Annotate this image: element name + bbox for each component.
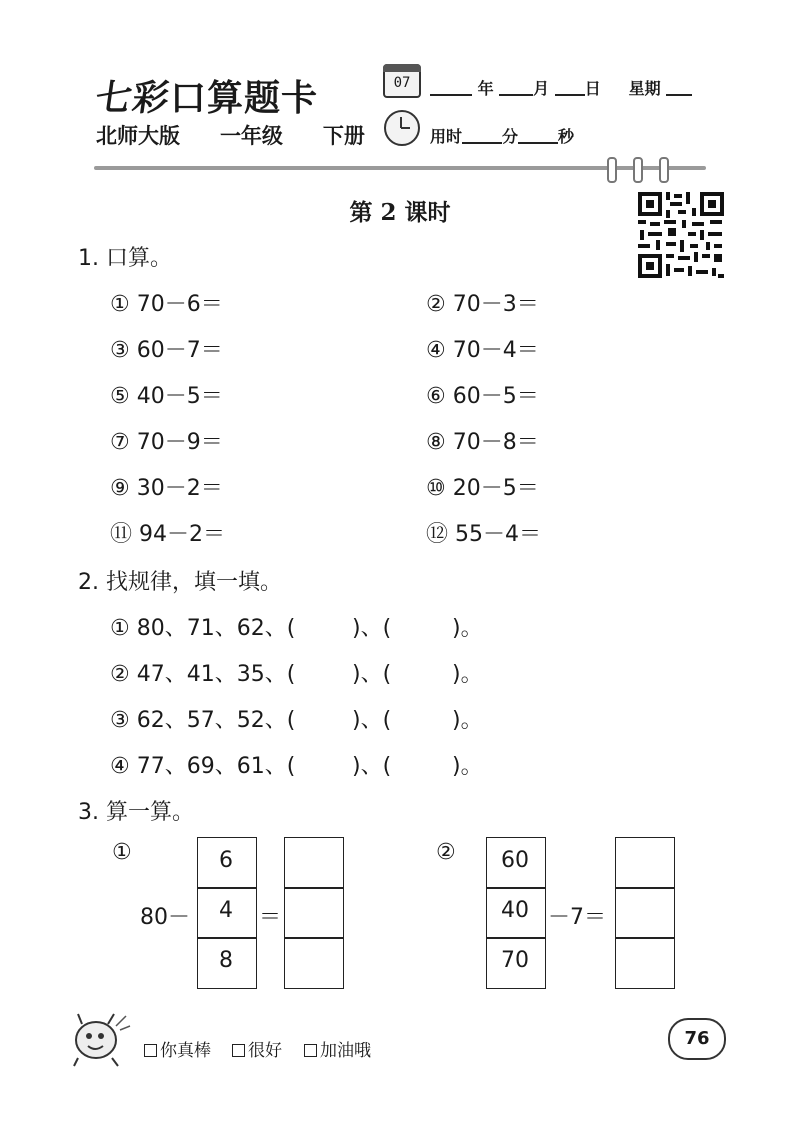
seconds-label: 秒 [558, 127, 575, 146]
weekday-blank[interactable] [666, 94, 692, 96]
qr-code[interactable] [636, 190, 726, 280]
item-number: ② [110, 662, 130, 687]
calc1-equals: ＝ [259, 905, 282, 930]
pattern-seq: 80、71、62、( [136, 616, 296, 641]
problem-1: ① 70－6＝ [110, 292, 223, 317]
problem-10: ⑩ 20－5＝ [426, 476, 539, 501]
calendar-day: 07 [393, 75, 411, 91]
pattern-end: )。 [452, 616, 483, 641]
section3-title: 3. 算一算。 [78, 800, 194, 825]
item-number: ① [110, 616, 130, 641]
checkbox[interactable] [144, 1044, 157, 1057]
answer-box[interactable] [615, 837, 675, 889]
time-used-label: 用时 [430, 127, 463, 146]
minutes-blank[interactable] [462, 142, 502, 144]
rating-label: 你真棒 [160, 1041, 211, 1061]
answer-box[interactable] [615, 937, 675, 989]
pattern-row-3 [110, 703, 295, 734]
section2-title: 2. 找规律，填一填。 [78, 570, 282, 595]
pattern-mid: )、( [352, 662, 392, 687]
checkbox[interactable] [304, 1044, 317, 1057]
month-blank[interactable] [499, 94, 533, 96]
calc2-number: ② [436, 840, 456, 865]
brand-rest: 口算题卡 [170, 77, 319, 119]
problem-11: ⑪ 94－2＝ [110, 522, 225, 547]
pattern-mid: )、( [352, 708, 392, 733]
answer-box[interactable] [284, 887, 344, 939]
pattern-row-1 [110, 611, 295, 642]
problem-3: ③ 60－7＝ [110, 338, 223, 363]
pattern-end: )。 [452, 754, 483, 779]
pattern-row-4 [110, 749, 295, 780]
month-label: 月 [533, 79, 550, 98]
problem-8: ⑧ 70－8＝ [426, 430, 539, 455]
binder-ring [633, 157, 643, 183]
pattern-seq: 77、69、61、( [136, 754, 296, 779]
volume: 下册 [322, 124, 365, 148]
day-blank[interactable] [555, 94, 585, 96]
brand-first: 七彩 [92, 77, 173, 119]
operand-value: 8 [219, 948, 233, 973]
brand-title [92, 70, 319, 121]
calc2-suffix: －7＝ [548, 905, 606, 930]
operand-value: 70 [501, 948, 529, 973]
page-number: 76 [668, 1018, 726, 1060]
pattern-mid: )、( [352, 616, 392, 641]
answer-box[interactable] [284, 837, 344, 889]
rating-option[interactable] [144, 1036, 211, 1061]
day-label: 日 [584, 79, 601, 98]
problem-2: ② 70－3＝ [426, 292, 539, 317]
problem-4: ④ 70－4＝ [426, 338, 539, 363]
operand-value: 6 [219, 848, 233, 873]
rating-option[interactable] [304, 1036, 371, 1061]
pattern-mid: )、( [352, 754, 392, 779]
operand-value: 40 [501, 898, 529, 923]
problem-6: ⑥ 60－5＝ [426, 384, 539, 409]
problem-9: ⑨ 30－2＝ [110, 476, 223, 501]
problem-7: ⑦ 70－9＝ [110, 430, 223, 455]
time-line [430, 124, 574, 147]
seconds-blank[interactable] [518, 142, 558, 144]
pattern-seq: 62、57、52、( [136, 708, 296, 733]
rating-option[interactable] [232, 1036, 282, 1061]
operand-value: 4 [219, 898, 233, 923]
pattern-seq: 47、41、35、( [136, 662, 296, 687]
pattern-end: )。 [452, 708, 483, 733]
book-info [96, 120, 365, 150]
section1-title: 1. 口算。 [78, 246, 172, 271]
answer-box[interactable] [615, 887, 675, 939]
grade: 一年级 [219, 124, 283, 148]
minutes-label: 分 [502, 127, 519, 146]
calc1-prefix: 80－ [140, 905, 190, 930]
calc1-number: ① [112, 840, 132, 865]
weekday-label: 星期 [628, 79, 661, 98]
problem-12: ⑫ 55－4＝ [426, 522, 541, 547]
answer-box[interactable] [284, 937, 344, 989]
mascot-icon [68, 1006, 134, 1068]
problem-5: ⑤ 40－5＝ [110, 384, 223, 409]
calendar-icon [383, 64, 421, 98]
item-number: ③ [110, 708, 130, 733]
binder-ring [607, 157, 617, 183]
lesson-title: 第 2 课时 [349, 199, 451, 226]
rating-label: 很好 [248, 1041, 282, 1061]
clock-icon [384, 110, 420, 146]
operand-value: 60 [501, 848, 529, 873]
year-blank[interactable] [430, 94, 472, 96]
year-label: 年 [477, 79, 494, 98]
binder-ring [659, 157, 669, 183]
rating-label: 加油哦 [320, 1041, 371, 1061]
pattern-row-2 [110, 657, 295, 688]
edition: 北师大版 [96, 124, 180, 148]
item-number: ④ [110, 754, 130, 779]
pattern-end: )。 [452, 662, 483, 687]
date-line [430, 76, 692, 99]
checkbox[interactable] [232, 1044, 245, 1057]
